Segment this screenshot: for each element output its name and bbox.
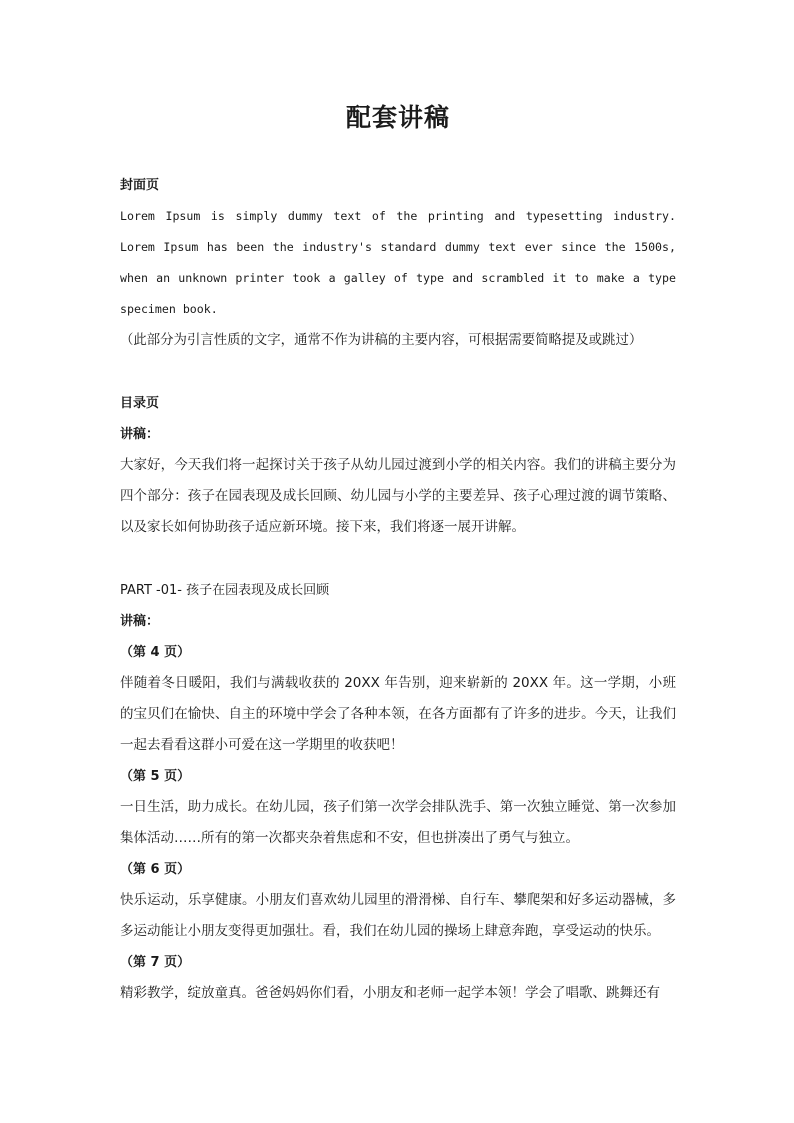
section-text: 精彩教学，绽放童真。爸爸妈妈你们看，小朋友和老师一起学本领！学会了唱歌、跳舞还有 — [120, 985, 660, 1001]
toc-script-text: 大家好，今天我们将一起探讨关于孩子从幼儿园过渡到小学的相关内容。我们的讲稿主要分为四个部分：孩子在园表现及成长回顾、幼儿园与小学的主要差异、孩子心理过渡的调节策略、以及家长如何协助孩子适应新环境。接下来，我们将逐一展开讲解。 — [120, 457, 676, 535]
cover-section — [120, 170, 676, 356]
document-title: 配套讲稿 — [345, 103, 450, 132]
part1-section — [120, 575, 676, 1009]
page-marker: （第 4 页） — [120, 645, 191, 660]
section-text: 快乐运动，乐享健康。小朋友们喜欢幼儿园里的滑滑梯、自行车、攀爬架和好多运动器械，多多运动能让小朋友变得更加强壮。看，我们在幼儿园的操场上肆意奔跑，享受运动的快乐。 — [120, 892, 676, 939]
toc-section — [120, 388, 676, 543]
cover-label: 封面页 — [120, 178, 160, 193]
page-marker: （第 5 页） — [120, 769, 191, 784]
page-marker: （第 6 页） — [120, 862, 191, 877]
section-text: 一日生活，助力成长。在幼儿园，孩子们第一次学会排队洗手、第一次独立睡觉、第一次参加集体活动……所有的第一次都夹杂着焦虑和不安，但也拼凑出了勇气与独立。 — [120, 799, 676, 846]
part1-script-label: 讲稿： — [120, 614, 160, 629]
cover-note: （此部分为引言性质的文字，通常不作为讲稿的主要内容，可根据需要简略提及或跳过） — [120, 333, 643, 348]
toc-label: 目录页 — [120, 396, 160, 411]
part1-heading: PART -01- 孩子在园表现及成长回顾 — [120, 583, 330, 598]
cover-lorem-text: Lorem Ipsum is simply dummy text of the printing and typesetting industry. Lorem Ipsum has been the industry's standard dummy text ever since the 1500s, when an unknown printer took a galley of type and scrambled it to make a type specimen book. — [120, 209, 676, 316]
section-text: 伴随着冬日暖阳，我们与满载收获的 20XX 年告别，迎来崭新的 20XX 年。这一学期，小班的宝贝们在愉快、自主的环境中学会了各种本领，在各方面都有了许多的进步。今天，让我们一起去看看这群小可爱在这一学期里的收获吧！ — [120, 675, 676, 753]
page-marker: （第 7 页） — [120, 955, 191, 970]
toc-script-label: 讲稿： — [120, 427, 160, 442]
